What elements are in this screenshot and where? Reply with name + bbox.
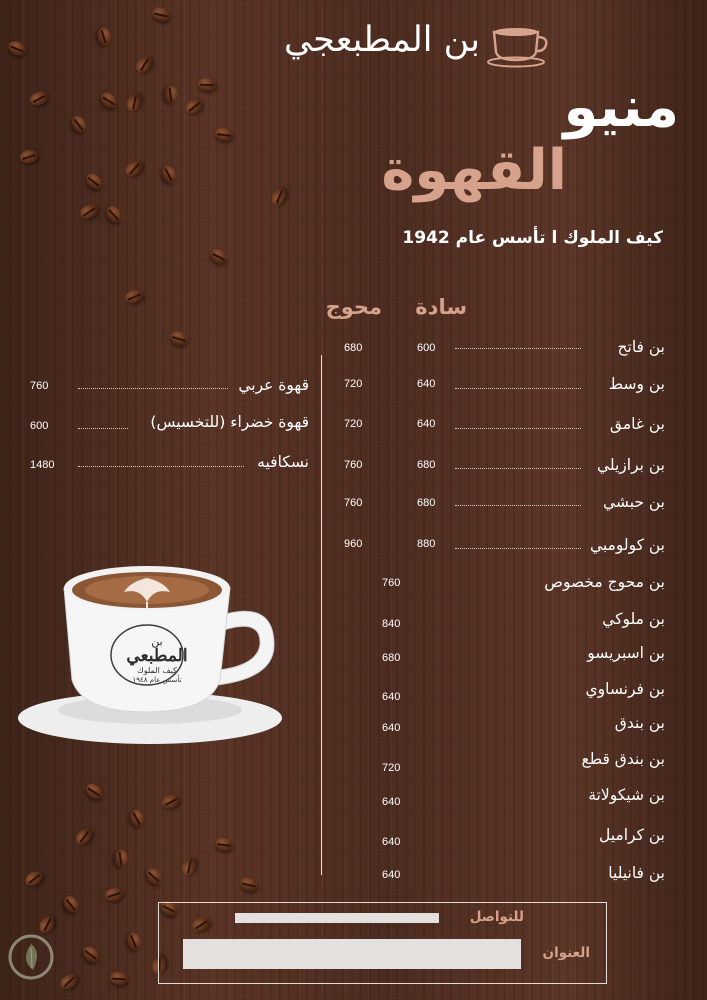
menu-item-price: 680 [382, 652, 401, 664]
menu-item-name: بن فرنساوي [585, 680, 665, 698]
menu-item-name: بن ملوكي [602, 610, 665, 628]
menu-item-price: 760 [382, 577, 401, 589]
brand-name: بن المطبعجي [283, 20, 480, 60]
dot-leader [78, 428, 128, 429]
phone-label: للتواصل [469, 909, 524, 925]
brand-header [215, 20, 550, 68]
menu-item-price-plain: 640 [417, 378, 436, 390]
menu-item-price: 840 [382, 618, 401, 630]
menu-item-price: 640 [382, 691, 401, 703]
menu-item-price-ground: 760 [344, 459, 363, 471]
coffee-cup-illustration [12, 560, 282, 750]
redacted-address [183, 939, 521, 969]
cup-logo-line2: المطبعي [126, 646, 188, 666]
menu-item-name: قهوة خضراء (للتخسيس) [150, 413, 309, 431]
address-label: العنوان [542, 945, 590, 961]
menu-item-name: نسكافيه [257, 453, 309, 471]
menu-item-name: بن شيكولاتة [588, 786, 665, 804]
menu-item-name: بن فانيليا [608, 864, 665, 882]
leaf-watermark-icon [6, 932, 56, 982]
menu-item-name: بن محوج مخصوص [544, 573, 665, 591]
menu-item-name: قهوة عربي [238, 376, 309, 394]
menu-item-price: 640 [382, 722, 401, 734]
column-divider [321, 355, 322, 875]
dot-leader [455, 348, 581, 349]
column-header-plain: سادة [415, 295, 467, 319]
menu-item-price-ground: 720 [344, 418, 363, 430]
menu-item-name: بن برازيلي [596, 456, 665, 474]
dot-leader [455, 468, 581, 469]
menu-item-price: 640 [382, 796, 401, 808]
dot-leader [455, 505, 581, 506]
menu-item-price: 600 [30, 420, 49, 432]
menu-item-name: بن كراميل [599, 826, 665, 844]
menu-item-price-plain: 680 [417, 497, 436, 509]
cup-logo-founded: تأسس عام ١٩٤٨ [132, 676, 182, 684]
menu-item-name: بن حبشي [602, 493, 665, 511]
menu-title: منيو [563, 75, 679, 140]
menu-item-name: بن اسبريسو [587, 644, 665, 662]
menu-item-price: 760 [30, 380, 49, 392]
dot-leader [455, 428, 581, 429]
menu-item-price: 640 [382, 836, 401, 848]
coffee-cup-icon [486, 22, 550, 68]
menu-item-name: بن بندق [614, 714, 665, 732]
contact-box [158, 902, 607, 984]
menu-item-price-ground: 960 [344, 538, 363, 550]
menu-item-price-plain: 880 [417, 538, 436, 550]
column-header-ground: محوج [325, 295, 382, 319]
menu-item-price-ground: 680 [344, 342, 363, 354]
cup-logo-line1: بن [151, 635, 163, 648]
menu-item-name: بن غامق [609, 415, 665, 433]
menu-item-price-plain: 600 [417, 342, 436, 354]
menu-item-price-plain: 640 [417, 418, 436, 430]
dot-leader [455, 548, 581, 549]
dot-leader [455, 388, 581, 389]
menu-item-price: 720 [382, 762, 401, 774]
coffee-title: القهوة [381, 138, 567, 203]
menu-item-price-ground: 720 [344, 378, 363, 390]
menu-item-name: بن فاتح [617, 338, 665, 356]
cup-logo-motto: كيف الملوك [137, 666, 177, 675]
menu-item-name: بن كولومبي [589, 536, 665, 554]
menu-item-name: بن وسط [608, 375, 665, 393]
dot-leader [78, 388, 228, 389]
menu-item-price: 640 [382, 869, 401, 881]
cup-logo [120, 636, 194, 685]
menu-item-price-plain: 680 [417, 459, 436, 471]
dot-leader [78, 466, 244, 467]
redacted-phone [235, 913, 439, 923]
menu-item-price: 1480 [30, 459, 55, 471]
tagline: كيف الملوك ا تأسس عام 1942 [402, 228, 663, 248]
menu-item-name: بن بندق قطع [581, 750, 665, 768]
menu-item-price-ground: 760 [344, 497, 363, 509]
